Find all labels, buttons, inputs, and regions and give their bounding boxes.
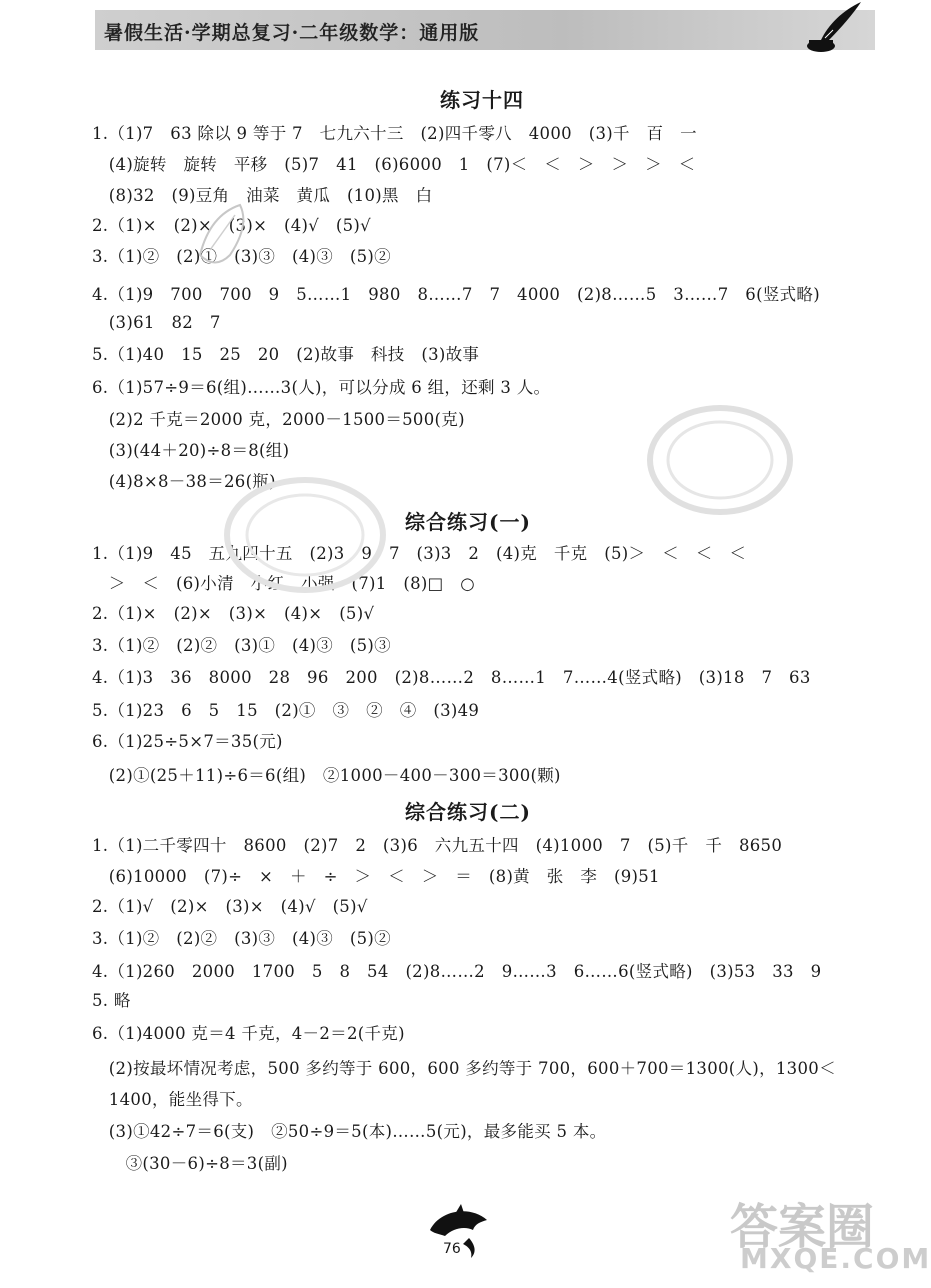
- answer-line: (6)10000 (7)÷ × ＋ ÷ ＞ ＜ ＞ ＝ (8)黄 张 李 (9)51: [92, 867, 660, 886]
- answer-line: (3)61 82 7: [92, 313, 221, 332]
- answer-line: 3.（1)② (2)② (3)③ (4)③ (5)②: [92, 929, 391, 948]
- answer-line: (8)32 (9)豆角 油菜 黄瓜 (10)黑 白: [92, 186, 433, 205]
- answer-line: 1400，能坐得下。: [92, 1090, 253, 1109]
- answer-line: (2)①(25＋11)÷6＝6(组) ②1000－400－300＝300(颗): [92, 766, 561, 785]
- answer-line: 6.（1)4000 克＝4 千克，4－2＝2(千克): [92, 1024, 405, 1043]
- answer-line: 4.（1)9 700 700 9 5……1 980 8……7 7 4000 (2)8……5 3……7 6(竖式略): [92, 285, 820, 304]
- section-title-3: 综合练习(二): [405, 800, 531, 824]
- section-title-1: 练习十四: [440, 88, 524, 112]
- section-title-2: 综合练习(一): [405, 510, 531, 534]
- answer-line: 3.（1)② (2)② (3)① (4)③ (5)③: [92, 636, 391, 655]
- answer-line: 2.（1)× (2)× (3)× (4)√ (5)√: [92, 216, 371, 235]
- answer-line: (3)(44＋20)÷8＝8(组): [92, 441, 290, 460]
- answer-line: ＞ ＜ (6)小清 小红 小强 (7)1 (8)□ ○: [92, 574, 476, 593]
- stamp-watermark-icon: [640, 400, 800, 520]
- answer-line: 2.（1)× (2)× (3)× (4)× (5)√: [92, 604, 375, 623]
- answer-line: ③(30－6)÷8＝3(副): [92, 1154, 288, 1173]
- answer-line: 4.（1)3 36 8000 28 96 200 (2)8……2 8……1 7……4(竖式略) (3)18 7 63: [92, 668, 811, 687]
- answer-line: (2)按最坏情况考虑，500 多约等于 600，600 多约等于 700，600＋700＝1300(人)，1300＜: [92, 1059, 836, 1078]
- answer-line: 6.（1)25÷5×7＝35(元): [92, 732, 283, 751]
- stamp-watermark-icon: [215, 470, 395, 600]
- answer-line: (4)旋转 旋转 平移 (5)7 41 (6)6000 1 (7)＜ ＜ ＞ ＞ ＞ ＜: [92, 155, 696, 174]
- answer-line: 5.（1)23 6 5 15 (2)① ③ ② ④ (3)49: [92, 701, 480, 720]
- answer-line: 4.（1)260 2000 1700 5 8 54 (2)8……2 9……3 6……6(竖式略) (3)53 33 9: [92, 962, 822, 981]
- answer-line: 1.（1)7 63 除以 9 等于 7 七九六十三 (2)四千零八 4000 (3)千 百 一: [92, 124, 697, 143]
- check-stamp-icon: [190, 195, 260, 285]
- answer-line: 2.（1)√ (2)× (3)× (4)√ (5)√: [92, 897, 368, 916]
- answer-line: 5. 略: [92, 991, 131, 1010]
- answer-line: (4)8×8－38＝26(瓶): [92, 472, 276, 491]
- watermark-logo: 答案圈: [730, 1199, 875, 1255]
- quill-ink-icon: [803, 0, 863, 55]
- page-number: 76: [443, 1241, 461, 1257]
- header-title: 暑假生活·学期总复习·二年级数学：通用版: [104, 22, 480, 44]
- watermark-url: MXQE.COM: [740, 1242, 931, 1275]
- answer-line: (2)2 千克＝2000 克，2000－1500＝500(克): [92, 410, 465, 429]
- answer-line: (3)①42÷7＝6(支) ②50÷9＝5(本)……5(元)，最多能买 5 本。: [92, 1122, 607, 1141]
- answer-line: 6.（1)57÷9＝6(组)……3(人)，可以分成 6 组，还剩 3 人。: [92, 378, 551, 397]
- answer-line: 1.（1)二千零四十 8600 (2)7 2 (3)6 六九五十四 (4)1000 7 (5)千 千 8650: [92, 836, 783, 855]
- answer-line: 3.（1)② (2)① (3)③ (4)③ (5)②: [92, 247, 391, 266]
- answer-line: 1.（1)9 45 五九四十五 (2)3 9 7 (3)3 2 (4)克 千克 (5)＞ ＜ ＜ ＜: [92, 544, 747, 563]
- answer-line: 5.（1)40 15 25 20 (2)故事 科技 (3)故事: [92, 345, 480, 364]
